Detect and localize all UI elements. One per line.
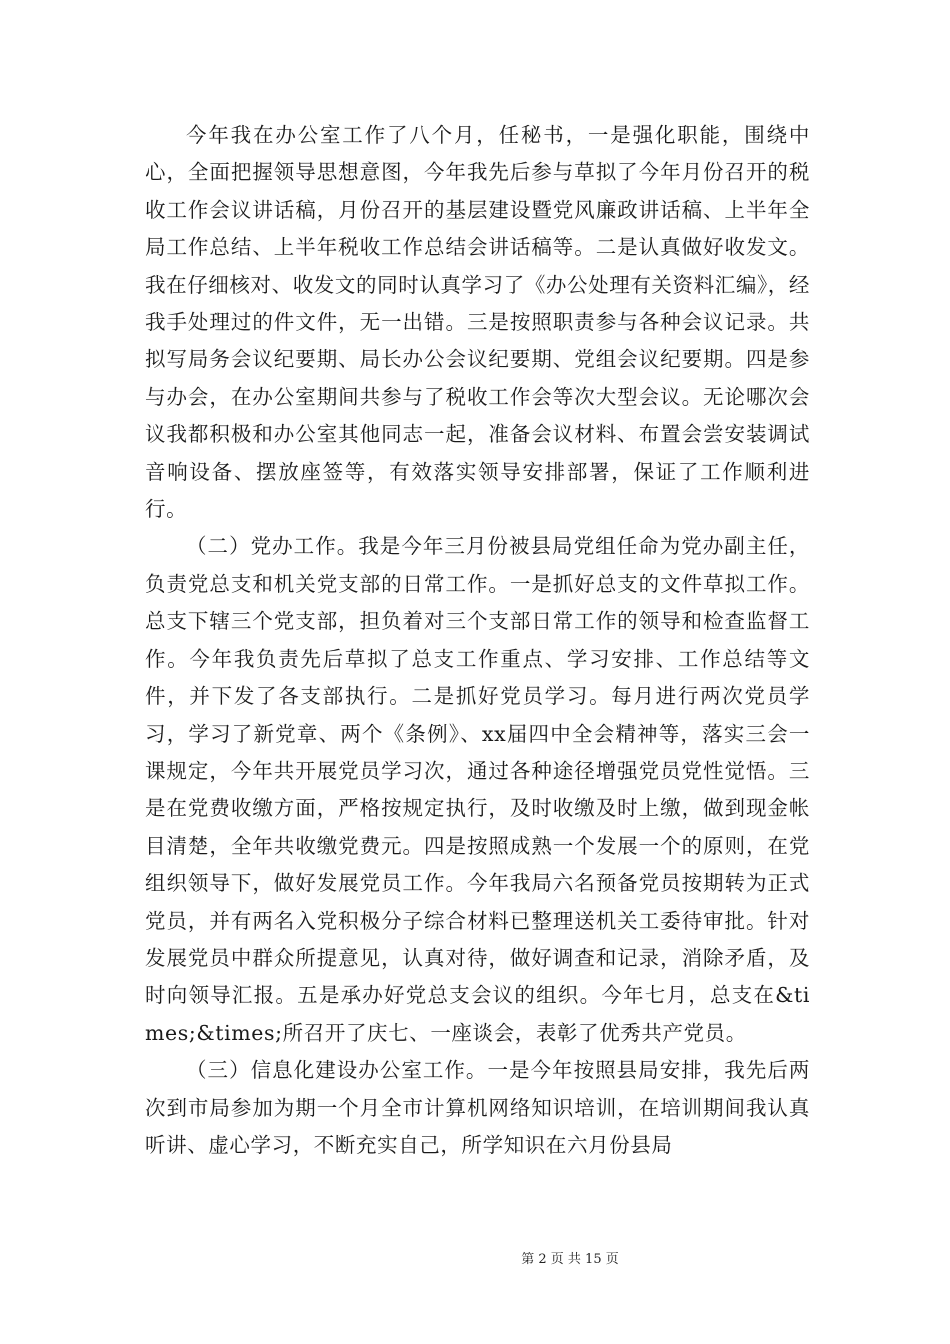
document-body	[145, 117, 810, 1164]
paragraph-it-office-work: （三）信息化建设办公室工作。一是今年按照县局安排，我先后两次到市局参加为期一个月全市计算机网络知识培训，在培训期间我认真听讲、虚心学习，不断充实自己，所学知识在六月份县局	[145, 1058, 810, 1157]
paragraph-office-work: 今年我在办公室工作了八个月，任秘书，一是强化职能，围绕中心，全面把握领导思想意图，今年我先后参与草拟了今年月份召开的税收工作会议讲话稿，月份召开的基层建设暨党风廉政讲话稿、上半年全局工作总结、上半年税收工作总结会讲话稿等。二是认真做好收发文。我在仔细核对、收发文的同时认真学习了《办公处理有关资料汇编》，经我手处理过的件文件，无一出错。三是按照职责参与各种会议记录。共拟写局务会议纪要期、局长办公会议纪要期、党组会议纪要期。四是参与办会，在办公室期间共参与了税收工作会等次大型会议。无论哪次会议我都积极和办公室其他同志一起，准备会议材料、布置会尝安装调试音响设备、摆放座签等，有效落实领导安排部署，保证了工作顺利进行。	[145, 123, 810, 522]
paragraph-party-office-work: （二）党办工作。我是今年三月份被县局党组任命为党办副主任，负责党总支和机关党支部的日常工作。一是抓好总支的文件草拟工作。总支下辖三个党支部，担负着对三个支部日常工作的领导和检查监督工作。今年我负责先后草拟了总支工作重点、学习安排、工作总结等文件，并下发了各支部执行。二是抓好党员学习。每月进行两次党员学习，学习了新党章、两个《条例》、xx届四中全会精神等，落实三会一课规定，今年共开展党员学习次，通过各种途径增强党员党性觉悟。三是在党费收缴方面，严格按规定执行，及时收缴及时上缴，做到现金帐目清楚，全年共收缴党费元。四是按照成熟一个发展一个的原则，在党组织领导下，做好发展党员工作。今年我局六名预备党员按期转为正式党员，并有两名入党积极分子综合材料已整理送机关工委待审批。针对发展党员中群众所提意见，认真对待，做好调查和记录，消除矛盾，及时向领导汇报。五是承办好党总支会议的组织。今年七月，总支在&times;&times;所召开了庆七、一座谈会，表彰了优秀共产党员。	[145, 534, 810, 1045]
page-number-footer: 第 2 页 共 15 页	[521, 1252, 619, 1267]
